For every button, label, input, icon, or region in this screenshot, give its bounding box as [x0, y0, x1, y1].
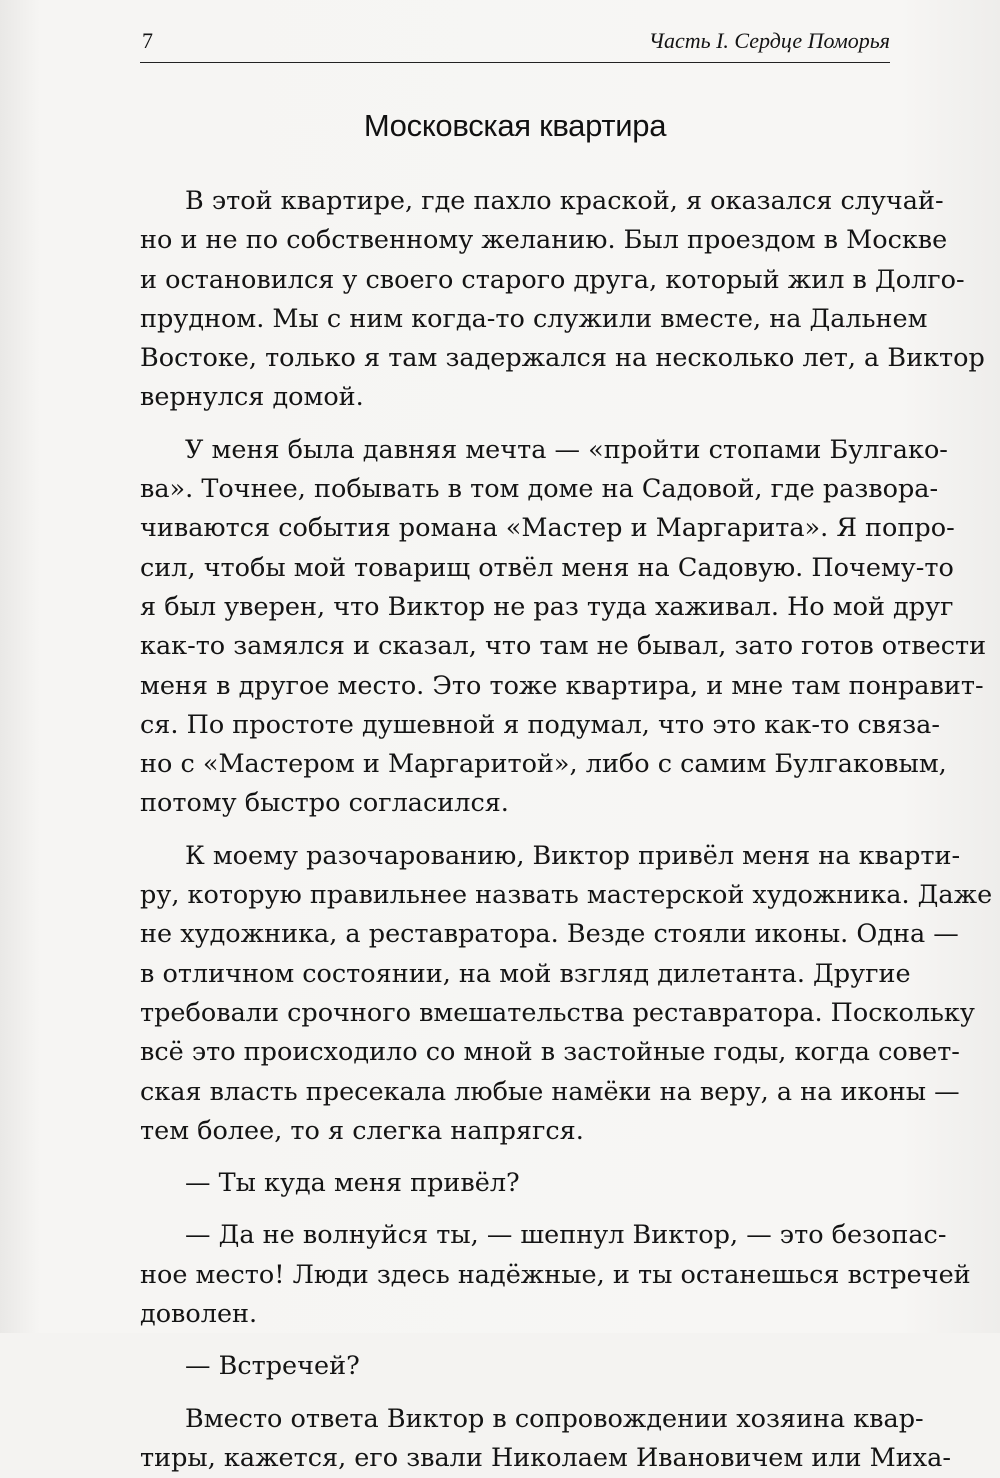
text-line: всё это происходило со мной в застойные годы, когда совет- [140, 1037, 960, 1068]
page-header [140, 26, 890, 63]
text-line: ская власть пресекала любые намёки на веру, а на иконы — [140, 1076, 960, 1107]
text-line: Востоке, только я там задержался на несколько лет, а Виктор [140, 343, 985, 374]
text-line: тиры, кажется, его звали Николаем Ивановичем или Миха- [140, 1442, 951, 1473]
text-line: сил, чтобы мой товарищ отвёл меня на Садовую. Почему-то [140, 552, 954, 583]
text-line: чиваются события романа «Мастер и Маргарита». Я попро- [140, 513, 955, 544]
text-line: тем более, то я слегка напрягся. [140, 1115, 584, 1146]
text-line: я был уверен, что Виктор не раз туда хаживал. Но мой друг [140, 591, 954, 622]
text-line: но и не по собственному желанию. Был проездом в Москве [140, 225, 948, 256]
running-head: Часть I. Сердце Поморья [648, 28, 890, 53]
text-line: В этой квартире, где пахло краской, я оказался случай- [185, 186, 944, 216]
text-line: доволен. [140, 1299, 258, 1330]
text-line: — Да не волнуйся ты, — шепнул Виктор, — это безопас- [185, 1220, 947, 1251]
text-line: в отличном состоянии, на мой взгляд дилетанта. Другие [140, 958, 911, 989]
text-line: меня в другое место. Это тоже квартира, и мне там понравит- [140, 670, 984, 701]
text-line: К моему разочарованию, Виктор привёл меня на кварти- [185, 840, 961, 871]
text-line: вернулся домой. [140, 382, 364, 413]
text-line: но с «Мастером и Маргаритой», либо с самим Булгаковым, [140, 749, 947, 780]
text-line: ва». Точнее, побывать в том доме на Садовой, где развора- [140, 474, 939, 505]
text-line: прудном. Мы с ним когда-то служили вместе, на Дальнем [140, 303, 928, 334]
text-line: как-то замялся и сказал, что там не бывал, зато готов отвести [140, 631, 987, 662]
text-line: требовали срочного вмешательства реставратора. Поскольку [140, 997, 975, 1028]
body-text [140, 182, 993, 1478]
text-line: — Встречей? [185, 1351, 360, 1382]
text-line: и остановился у своего старого друга, который жил в Долго- [140, 264, 965, 295]
text-line: ру, которую правильнее назвать мастерской художника. Даже [140, 880, 993, 911]
text-line: — Ты куда меня привёл? [185, 1168, 520, 1199]
chapter-title: Московская квартира [363, 108, 667, 143]
text-line: ся. По простоте душевной я подумал, что это как-то связа- [140, 709, 940, 740]
text-line: У меня была давняя мечта — «пройти стопами Булгако- [185, 434, 948, 465]
text-line: ное место! Люди здесь надёжные, и ты останешься встречей [140, 1259, 971, 1290]
text-line: потому быстро согласился. [140, 788, 509, 819]
text-line: Вместо ответа Виктор в сопровождении хозяина квар- [185, 1403, 924, 1434]
text-line: не художника, а реставратора. Везде стояли иконы. Одна — [140, 919, 959, 950]
page-number: 7 [142, 28, 153, 53]
